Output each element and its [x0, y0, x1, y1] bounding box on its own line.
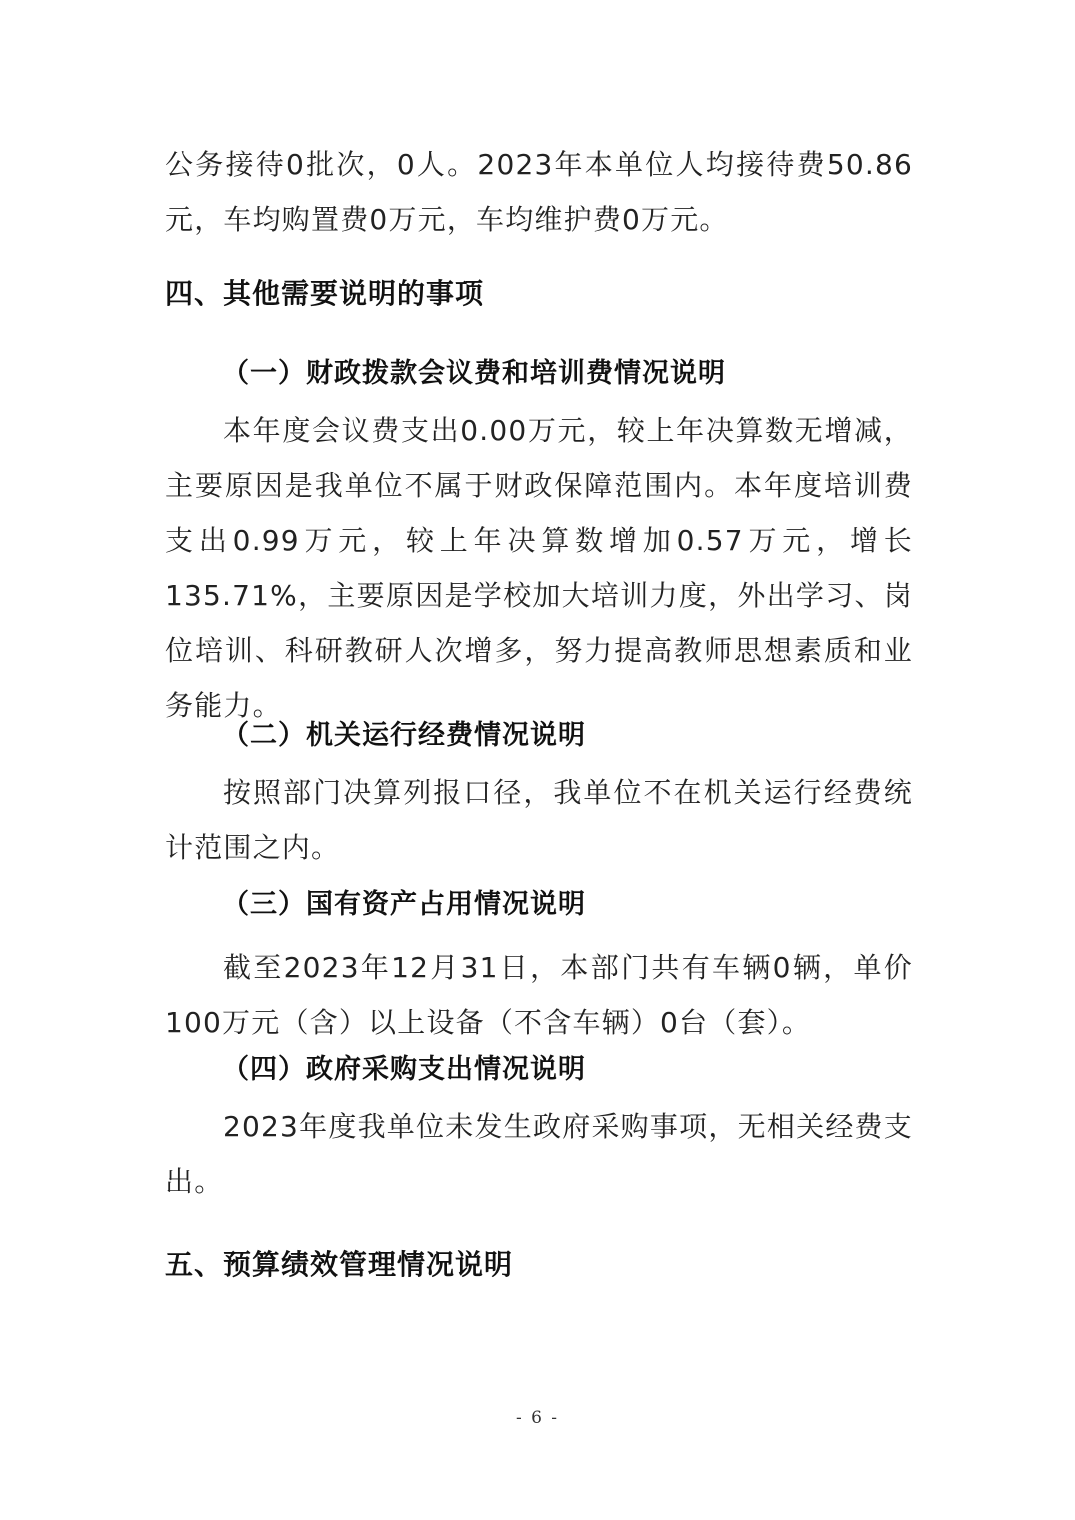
subsection-3-body: 截至2023年12月31日，本部门共有车辆0辆，单价100万元（含）以上设备（不含车辆）0台（套）。 — [165, 951, 913, 1039]
page-number: - 6 - — [515, 1408, 560, 1428]
subsection-2-heading: （二）机关运行经费情况说明 — [222, 720, 586, 751]
subsection-1-body: 本年度会议费支出0.00万元，较上年决算数无增减，主要原因是我单位不属于财政保障范围内。本年度培训费支出0.99万元，较上年决算数增加0.57万元，增长135.71%，主要原因是学校加大培训力度，外出学习、岗位培训、科研教研人次增多，努力提高教师思想素质和业务能力。 — [165, 414, 913, 722]
intro-paragraph: 公务接待0批次，0人。2023年本单位人均接待费50.86元，车均购置费0万元，车均维护费0万元。 — [165, 148, 913, 236]
subsection-4-heading: （四）政府采购支出情况说明 — [222, 1054, 586, 1085]
subsection-2-body: 按照部门决算列报口径，我单位不在机关运行经费统计范围之内。 — [165, 776, 913, 864]
subsection-1-heading: （一）财政拨款会议费和培训费情况说明 — [222, 358, 726, 389]
subsection-4-body: 2023年度我单位未发生政府采购事项，无相关经费支出。 — [165, 1110, 913, 1198]
subsection-3-heading: （三）国有资产占用情况说明 — [222, 889, 586, 920]
section-5-heading: 五、预算绩效管理情况说明 — [165, 1248, 514, 1281]
section-4-heading: 四、其他需要说明的事项 — [165, 277, 485, 310]
